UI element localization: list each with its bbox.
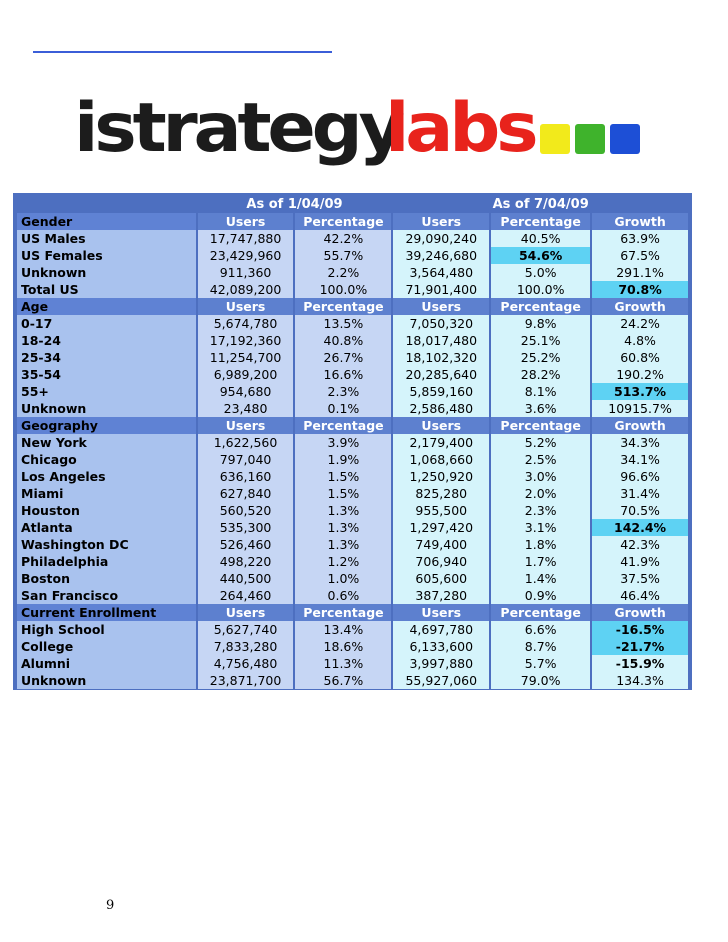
users-jul-cell: 18,102,320 — [393, 349, 489, 366]
table-row — [17, 281, 688, 298]
users-jul-cell: 1,250,920 — [393, 468, 489, 485]
users-jul-cell: 18,017,480 — [393, 332, 489, 349]
row-label: San Francisco — [17, 587, 196, 604]
column-header-growth: Growth — [592, 298, 688, 315]
table-row — [17, 587, 688, 604]
percentage-jul-cell: 5.0% — [491, 264, 590, 281]
percentage-jan-cell: 13.4% — [295, 621, 391, 638]
section-header-row — [17, 298, 688, 315]
users-jul-cell: 2,586,480 — [393, 400, 489, 417]
users-jul-cell: 20,285,640 — [393, 366, 489, 383]
percentage-jul-cell: 1.7% — [491, 553, 590, 570]
percentage-jul-cell: 25.2% — [491, 349, 590, 366]
percentage-jul-cell: 9.8% — [491, 315, 590, 332]
users-jan-cell: 264,460 — [198, 587, 294, 604]
growth-cell: -15.9% — [592, 655, 688, 672]
table-row — [17, 638, 688, 655]
users-jan-cell: 7,833,280 — [198, 638, 294, 655]
column-header-users: Users — [198, 213, 294, 230]
table-row — [17, 451, 688, 468]
demographics-table — [15, 195, 690, 689]
row-label: 55+ — [17, 383, 196, 400]
users-jan-cell: 5,674,780 — [198, 315, 294, 332]
growth-cell: 96.6% — [592, 468, 688, 485]
logo-squares — [540, 124, 640, 154]
users-jul-cell: 749,400 — [393, 536, 489, 553]
column-header-users: Users — [198, 298, 294, 315]
column-header-users: Users — [393, 298, 489, 315]
percentage-jan-cell: 3.9% — [295, 434, 391, 451]
users-jan-cell: 5,627,740 — [198, 621, 294, 638]
section-header-row — [17, 213, 688, 230]
row-label: 25-34 — [17, 349, 196, 366]
column-header-percentage: Percentage — [491, 213, 590, 230]
percentage-jul-cell: 3.0% — [491, 468, 590, 485]
percentage-jan-cell: 0.1% — [295, 400, 391, 417]
row-label: Total US — [17, 281, 196, 298]
percentage-jan-cell: 1.9% — [295, 451, 391, 468]
users-jul-cell: 3,997,880 — [393, 655, 489, 672]
logo-text-main: istrategy — [74, 89, 401, 168]
percentage-jul-cell: 3.6% — [491, 400, 590, 417]
row-label: US Males — [17, 230, 196, 247]
column-header-percentage: Percentage — [491, 298, 590, 315]
users-jan-cell: 1,622,560 — [198, 434, 294, 451]
users-jan-cell: 560,520 — [198, 502, 294, 519]
percentage-jan-cell: 100.0% — [295, 281, 391, 298]
period-header-row — [17, 195, 688, 213]
row-label: Washington DC — [17, 536, 196, 553]
table-row — [17, 485, 688, 502]
table-row — [17, 570, 688, 587]
percentage-jan-cell: 1.5% — [295, 485, 391, 502]
users-jan-cell: 4,756,480 — [198, 655, 294, 672]
row-label: Atlanta — [17, 519, 196, 536]
percentage-jul-cell: 1.4% — [491, 570, 590, 587]
growth-cell: 10915.7% — [592, 400, 688, 417]
percentage-jan-cell: 1.3% — [295, 519, 391, 536]
users-jan-cell: 440,500 — [198, 570, 294, 587]
logo-square-blue — [610, 124, 640, 154]
column-header-growth: Growth — [592, 417, 688, 434]
users-jan-cell: 627,840 — [198, 485, 294, 502]
growth-cell: 41.9% — [592, 553, 688, 570]
percentage-jan-cell: 11.3% — [295, 655, 391, 672]
percentage-jan-cell: 1.3% — [295, 502, 391, 519]
period-1-label: As of 1/04/09 — [198, 195, 392, 213]
percentage-jan-cell: 26.7% — [295, 349, 391, 366]
growth-cell: 24.2% — [592, 315, 688, 332]
column-header-percentage: Percentage — [491, 417, 590, 434]
istrategylabs-logo — [74, 89, 640, 168]
percentage-jan-cell: 2.2% — [295, 264, 391, 281]
users-jul-cell: 2,179,400 — [393, 434, 489, 451]
row-label: Chicago — [17, 451, 196, 468]
top-rule — [33, 51, 332, 53]
growth-cell: 46.4% — [592, 587, 688, 604]
users-jan-cell: 911,360 — [198, 264, 294, 281]
section-header-row — [17, 604, 688, 621]
percentage-jul-cell: 79.0% — [491, 672, 590, 689]
section-label: Current Enrollment — [17, 604, 196, 621]
page-number: 9 — [106, 898, 115, 913]
users-jan-cell: 954,680 — [198, 383, 294, 400]
growth-cell: 42.3% — [592, 536, 688, 553]
table-row — [17, 672, 688, 689]
users-jul-cell: 6,133,600 — [393, 638, 489, 655]
users-jul-cell: 706,940 — [393, 553, 489, 570]
table-row — [17, 383, 688, 400]
users-jul-cell: 955,500 — [393, 502, 489, 519]
growth-cell: 67.5% — [592, 247, 688, 264]
column-header-users: Users — [393, 417, 489, 434]
row-label: College — [17, 638, 196, 655]
row-label: Boston — [17, 570, 196, 587]
percentage-jul-cell: 5.7% — [491, 655, 590, 672]
growth-cell: 34.1% — [592, 451, 688, 468]
percentage-jul-cell: 28.2% — [491, 366, 590, 383]
users-jul-cell: 387,280 — [393, 587, 489, 604]
percentage-jul-cell: 40.5% — [491, 230, 590, 247]
percentage-jul-cell: 54.6% — [491, 247, 590, 264]
percentage-jan-cell: 1.2% — [295, 553, 391, 570]
growth-cell: 37.5% — [592, 570, 688, 587]
users-jan-cell: 42,089,200 — [198, 281, 294, 298]
percentage-jan-cell: 42.2% — [295, 230, 391, 247]
column-header-users: Users — [393, 604, 489, 621]
percentage-jan-cell: 1.5% — [295, 468, 391, 485]
users-jan-cell: 6,989,200 — [198, 366, 294, 383]
users-jul-cell: 1,068,660 — [393, 451, 489, 468]
row-label: 35-54 — [17, 366, 196, 383]
users-jan-cell: 17,747,880 — [198, 230, 294, 247]
percentage-jul-cell: 2.5% — [491, 451, 590, 468]
users-jan-cell: 11,254,700 — [198, 349, 294, 366]
section-header-row — [17, 417, 688, 434]
percentage-jul-cell: 0.9% — [491, 587, 590, 604]
logo-text-accent: labs — [385, 89, 535, 168]
table-row — [17, 332, 688, 349]
column-header-users: Users — [393, 213, 489, 230]
table-row — [17, 400, 688, 417]
table-row — [17, 553, 688, 570]
percentage-jan-cell: 1.0% — [295, 570, 391, 587]
growth-cell: 70.8% — [592, 281, 688, 298]
percentage-jan-cell: 56.7% — [295, 672, 391, 689]
users-jan-cell: 23,480 — [198, 400, 294, 417]
row-label: High School — [17, 621, 196, 638]
row-label: 0-17 — [17, 315, 196, 332]
period-2-label: As of 7/04/09 — [393, 195, 688, 213]
percentage-jul-cell: 5.2% — [491, 434, 590, 451]
percentage-jan-cell: 40.8% — [295, 332, 391, 349]
users-jul-cell: 29,090,240 — [393, 230, 489, 247]
percentage-jul-cell: 100.0% — [491, 281, 590, 298]
growth-cell: 291.1% — [592, 264, 688, 281]
row-label: 18-24 — [17, 332, 196, 349]
users-jan-cell: 498,220 — [198, 553, 294, 570]
percentage-jul-cell: 1.8% — [491, 536, 590, 553]
percentage-jul-cell: 8.7% — [491, 638, 590, 655]
users-jul-cell: 825,280 — [393, 485, 489, 502]
growth-cell: 34.3% — [592, 434, 688, 451]
row-label: Miami — [17, 485, 196, 502]
logo-square-yellow — [540, 124, 570, 154]
percentage-jul-cell: 25.1% — [491, 332, 590, 349]
table-row — [17, 315, 688, 332]
column-header-percentage: Percentage — [295, 298, 391, 315]
table-row — [17, 655, 688, 672]
percentage-jan-cell: 1.3% — [295, 536, 391, 553]
row-label: US Females — [17, 247, 196, 264]
table-row — [17, 366, 688, 383]
users-jan-cell: 17,192,360 — [198, 332, 294, 349]
growth-cell: 70.5% — [592, 502, 688, 519]
percentage-jan-cell: 0.6% — [295, 587, 391, 604]
growth-cell: 60.8% — [592, 349, 688, 366]
users-jan-cell: 636,160 — [198, 468, 294, 485]
percentage-jan-cell: 2.3% — [295, 383, 391, 400]
section-label: Gender — [17, 213, 196, 230]
users-jul-cell: 71,901,400 — [393, 281, 489, 298]
table-row — [17, 230, 688, 247]
column-header-users: Users — [198, 417, 294, 434]
percentage-jan-cell: 16.6% — [295, 366, 391, 383]
logo-square-green — [575, 124, 605, 154]
growth-cell: 134.3% — [592, 672, 688, 689]
users-jan-cell: 526,460 — [198, 536, 294, 553]
table-row — [17, 621, 688, 638]
table-row — [17, 468, 688, 485]
growth-cell: -16.5% — [592, 621, 688, 638]
column-header-percentage: Percentage — [295, 213, 391, 230]
users-jan-cell: 23,429,960 — [198, 247, 294, 264]
users-jul-cell: 5,859,160 — [393, 383, 489, 400]
table-row — [17, 536, 688, 553]
users-jan-cell: 797,040 — [198, 451, 294, 468]
percentage-jul-cell: 6.6% — [491, 621, 590, 638]
percentage-jan-cell: 55.7% — [295, 247, 391, 264]
column-header-percentage: Percentage — [295, 604, 391, 621]
users-jul-cell: 55,927,060 — [393, 672, 489, 689]
percentage-jan-cell: 13.5% — [295, 315, 391, 332]
growth-cell: 513.7% — [592, 383, 688, 400]
table-row — [17, 519, 688, 536]
row-label: Unknown — [17, 264, 196, 281]
table-row — [17, 434, 688, 451]
section-label: Age — [17, 298, 196, 315]
row-label: Unknown — [17, 400, 196, 417]
table-row — [17, 247, 688, 264]
percentage-jul-cell: 3.1% — [491, 519, 590, 536]
users-jan-cell: 535,300 — [198, 519, 294, 536]
table-row — [17, 264, 688, 281]
growth-cell: -21.7% — [592, 638, 688, 655]
percentage-jul-cell: 2.3% — [491, 502, 590, 519]
column-header-growth: Growth — [592, 213, 688, 230]
growth-cell: 142.4% — [592, 519, 688, 536]
users-jul-cell: 1,297,420 — [393, 519, 489, 536]
column-header-users: Users — [198, 604, 294, 621]
row-label: New York — [17, 434, 196, 451]
growth-cell: 31.4% — [592, 485, 688, 502]
growth-cell: 190.2% — [592, 366, 688, 383]
row-label: Unknown — [17, 672, 196, 689]
growth-cell: 63.9% — [592, 230, 688, 247]
table-row — [17, 502, 688, 519]
users-jul-cell: 39,246,680 — [393, 247, 489, 264]
facebook-demographics-table — [13, 193, 692, 690]
column-header-growth: Growth — [592, 604, 688, 621]
column-header-percentage: Percentage — [491, 604, 590, 621]
row-label: Philadelphia — [17, 553, 196, 570]
users-jul-cell: 4,697,780 — [393, 621, 489, 638]
growth-cell: 4.8% — [592, 332, 688, 349]
users-jul-cell: 7,050,320 — [393, 315, 489, 332]
percentage-jan-cell: 18.6% — [295, 638, 391, 655]
section-label: Geography — [17, 417, 196, 434]
percentage-jul-cell: 2.0% — [491, 485, 590, 502]
table-row — [17, 349, 688, 366]
users-jan-cell: 23,871,700 — [198, 672, 294, 689]
users-jul-cell: 605,600 — [393, 570, 489, 587]
row-label: Los Angeles — [17, 468, 196, 485]
column-header-percentage: Percentage — [295, 417, 391, 434]
row-label: Houston — [17, 502, 196, 519]
percentage-jul-cell: 8.1% — [491, 383, 590, 400]
row-label: Alumni — [17, 655, 196, 672]
users-jul-cell: 3,564,480 — [393, 264, 489, 281]
period-blank — [17, 195, 196, 213]
